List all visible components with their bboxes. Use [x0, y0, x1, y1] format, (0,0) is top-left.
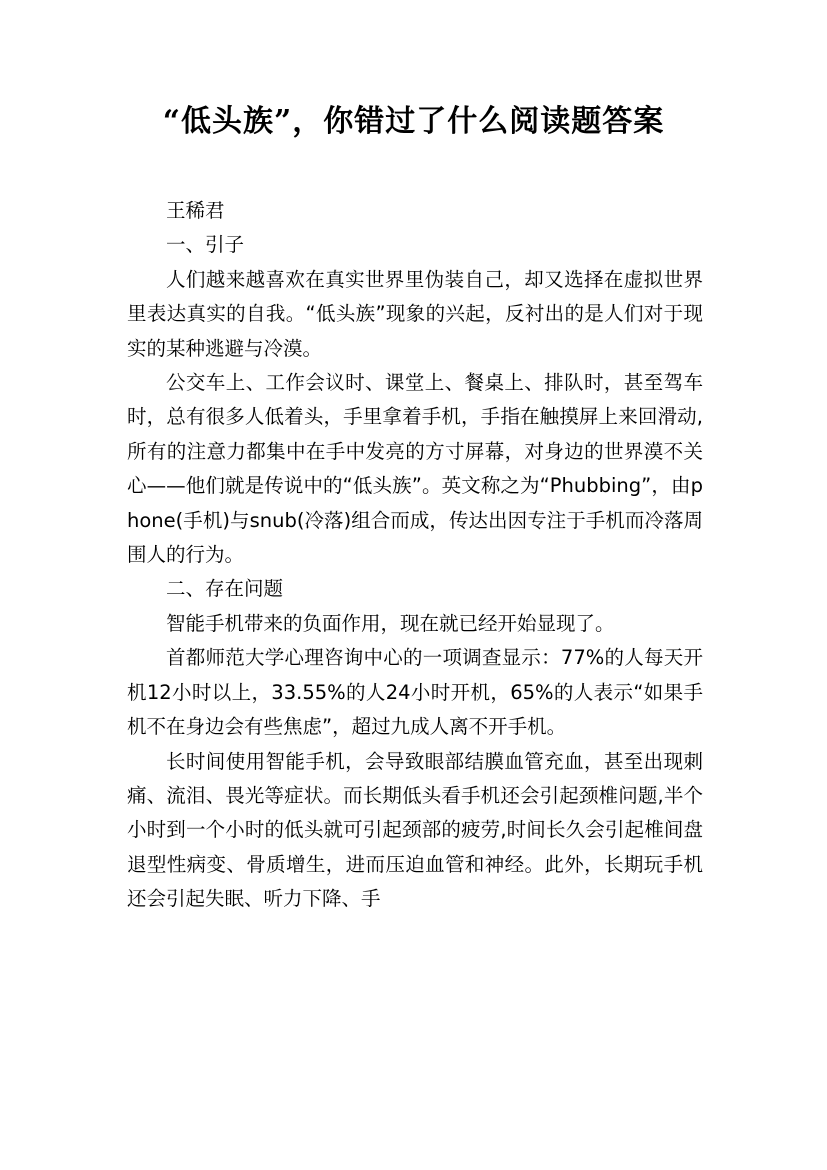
paragraph: 公交车上、工作会议时、课堂上、餐桌上、排队时，甚至驾车时，总有很多人低着头，手里拿着手机，手指在触摸屏上来回滑动,所有的注意力都集中在手中发亮的方寸屏幕，对身边的世界漠不关心——他们就是传说中的“低头族”。英文称之为“Phubbing”，由phone(手机)与snub(冷落)组合而成，传达出因专注于手机而冷落周围人的行为。: [127, 371, 703, 567]
author-name: 王稀君: [166, 199, 225, 222]
document-title: “低头族”，你错过了什么阅读题答案: [162, 104, 665, 139]
paragraph: 长时间使用智能手机，会导致眼部结膜血管充血，甚至出现刺痛、流泪、畏光等症状。而长期低头看手机还会引起颈椎问题,半个小时到一个小时的低头就可引起颈部的疲劳,时间长久会引起椎间盘退型性病变、骨质增生，进而压迫血管和神经。此外，长期玩手机还会引起失眠、听力下降、手: [127, 749, 703, 911]
paragraph: 人们越来越喜欢在真实世界里伪装自己，却又选择在虚拟世界里表达真实的自我。“低头族”现象的兴起，反衬出的是人们对于现实的某种逃避与冷漠。: [127, 267, 703, 360]
document-body: [127, 194, 703, 917]
section-heading-problems: 二、存在问题: [166, 577, 284, 601]
section-heading-intro: 一、引子: [166, 233, 245, 257]
paragraph: 首都师范大学心理咨询中心的一项调查显示：77%的人每天开机12小时以上，33.55%的人24小时开机，65%的人表示“如果手机不在身边会有些焦虑”，超过九成人离不开手机。: [127, 646, 703, 739]
paragraph: 智能手机带来的负面作用，现在就已经开始显现了。: [166, 611, 615, 635]
